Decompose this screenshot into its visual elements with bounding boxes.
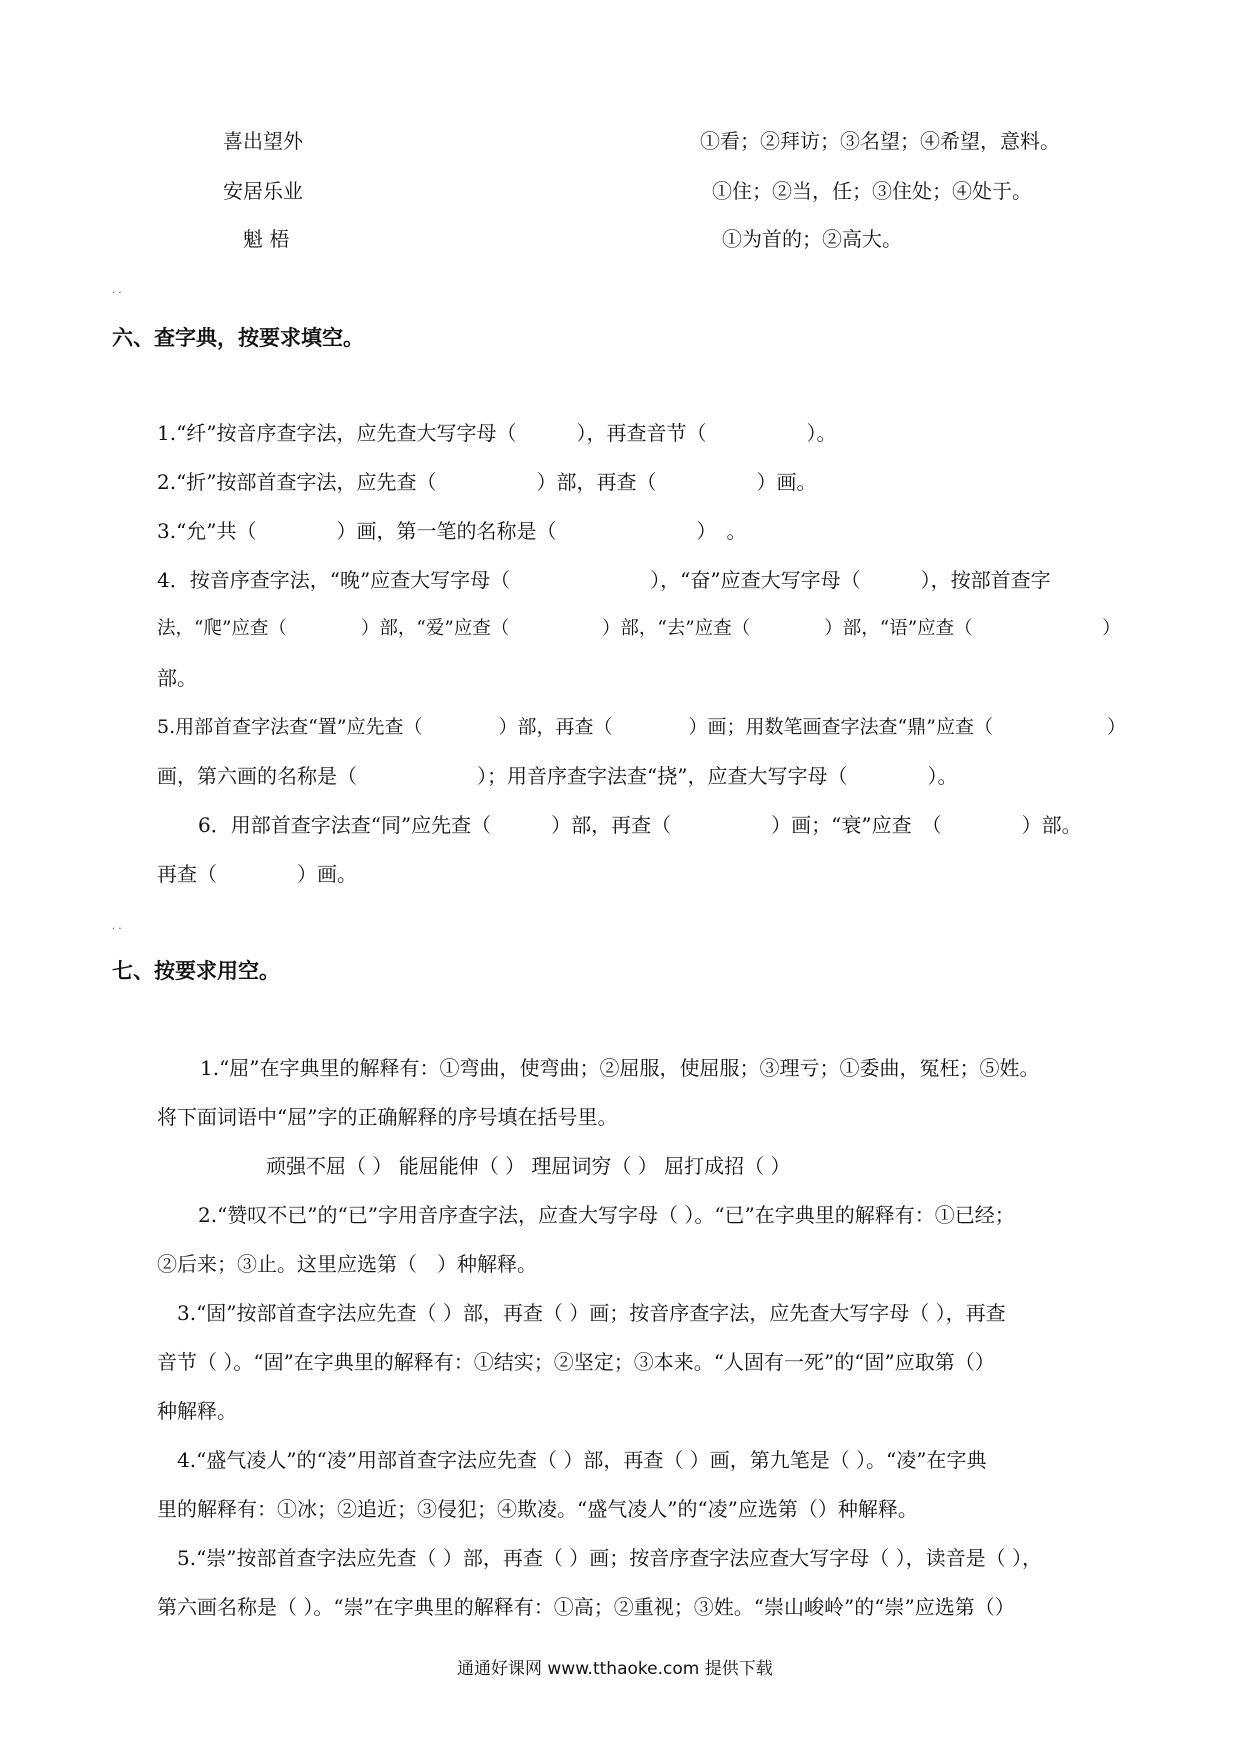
question-line: 3.“允”共（ ）画，第一笔的名称是（ ） 。 [157, 519, 747, 543]
question-line: 4．按音序查字法，“晚”应查大写字母（ ），“奋”应查大写字母（ ），按部首查字 [157, 568, 1051, 592]
table-meaning: ①看；②拜访；③名望；④希望，意料。 [700, 129, 1060, 153]
mark-dots: · · [112, 924, 122, 935]
table-meaning: ①为首的；②高大。 [722, 227, 902, 251]
section-title: 七、按要求用空。 [112, 959, 280, 983]
question-line: 法，“爬”应查（ ）部，“爱”应查（ ）部，“去”应查（ ）部，“语”应查（ ） [157, 618, 1121, 639]
question-line: 画，第六画的名称是（ ）；用音序查字法查“挠”，应查大写字母（ ）。 [157, 764, 958, 788]
section-title: 六、查字典，按要求填空。 [112, 326, 364, 350]
question-line: 部。 [157, 666, 197, 690]
question-line: 再查（ ）画。 [157, 862, 357, 886]
question-line: 第六画名称是（ ）。“崇”在字典里的解释有：①高；②重视；③姓。“崇山峻岭”的“崇”应选第（） [157, 1595, 1015, 1619]
table-meaning: ①住；②当，任；③住处；④处于。 [712, 179, 1032, 203]
question-line: 3.“固”按部首查字法应先查（ ）部，再查（ ）画；按音序查字法，应先查大写字母（ ），再查 [177, 1301, 1006, 1325]
question-line: 音节（ ）。“固”在字典里的解释有：①结实；②坚定；③本来。“人固有一死”的“固”应取第（） [157, 1350, 995, 1374]
question-line: 6．用部首查字法查“同”应先查（ ）部，再查（ ）画；“衰”应查 （ ）部。 [198, 813, 1082, 837]
question-line: 2.“折”按部首查字法，应先查（ ）部，再查（ ）画。 [157, 470, 817, 494]
question-line: 1.“纤”按音序查字法，应先查大写字母（ ），再查音节（ ）。 [157, 421, 837, 445]
question-line: 5.“崇”按部首查字法应先查（ ）部，再查（ ）画；按音序查字法应查大写字母（ ），读音是（ ）， [177, 1546, 1042, 1570]
question-line: 里的解释有：①冰；②追近；③侵犯；④欺凌。“盛气凌人”的“凌”应选第（）种解释。 [157, 1497, 918, 1521]
table-word: 安居乐业 [223, 179, 303, 203]
mark-dots: · · [112, 288, 122, 299]
question-line: 4.“盛气凌人”的“凌”用部首查字法应先查（ ）部，再查（ ）画，第九笔是（ ）。“凌”在字典 [177, 1448, 987, 1472]
question-line: 顽强不屈（ ） 能屈能伸（ ） 理屈词穷（ ） 屈打成招（ ） [266, 1154, 791, 1178]
table-word: 魁 梧 [243, 227, 290, 251]
page-footer: 通通好课网 www.tthaoke.com 提供下载 [457, 1659, 773, 1679]
question-line: 1.“屈”在字典里的解释有：①弯曲，使弯曲；②屈服，使屈服；③理亏；①委曲，冤枉；⑤姓。 [200, 1056, 1040, 1080]
question-line: ②后来；③止。这里应选第（ ）种解释。 [157, 1252, 537, 1276]
question-line: 5.用部首查字法查“置”应先查（ ）部，再查（ ）画；用数笔画查字法查“鼎”应查（ ） [157, 716, 1126, 738]
question-line: 将下面词语中“屈”字的正确解释的序号填在括号里。 [157, 1105, 618, 1129]
table-word: 喜出望外 [223, 129, 303, 153]
question-line: 种解释。 [157, 1399, 237, 1423]
question-line: 2.“赞叹不已”的“已”字用音序查字法，应查大写字母（ ）。“已”在字典里的解释有：①已经； [198, 1203, 1015, 1227]
